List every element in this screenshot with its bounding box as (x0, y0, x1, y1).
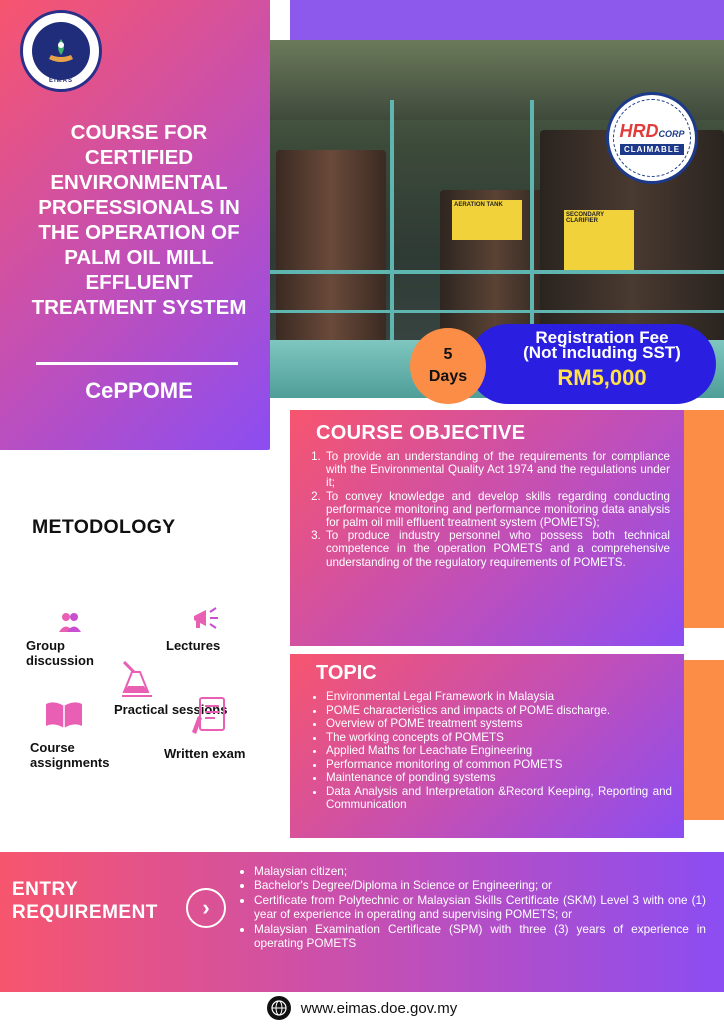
fee-title-line2: (Not including SST) (523, 343, 681, 362)
entry-item: • Malaysian citizen; (254, 864, 706, 878)
title-divider (36, 362, 238, 365)
fee-title (468, 330, 716, 360)
hrd-brand-b: CORP (658, 129, 685, 139)
course-title: COURSE FOR CERTIFIED ENVIRONMENTAL PROFESSIONALS IN THE OPERATION OF PALM OIL MILL EFFLUENT TREATMENT SYSTEM (31, 121, 247, 319)
topic-item: • The working concepts of POMETS (326, 731, 672, 745)
duration-number: 5 (443, 346, 453, 363)
entry-requirement-list (254, 864, 706, 950)
objective-item: 3. To produce industry personnel who possess both technical competence in the operation POMETS and a comprehensive understanding of the regulatory requirements of POMETS. (324, 529, 670, 569)
website-link[interactable]: www.eimas.doe.gov.my (300, 999, 458, 1017)
fee-title-line1: Registration Fee (535, 328, 669, 347)
title-panel (0, 0, 270, 450)
methodology-written-exam: Written exam (164, 746, 246, 761)
logo-emblem-icon (32, 22, 90, 80)
topic-item: • Overview of POME treatment systems (326, 717, 672, 731)
topic-heading: TOPIC (316, 662, 377, 684)
methodology-course-assignments: Course assignments (30, 740, 110, 770)
globe-icon (267, 996, 291, 1020)
duration-circle (410, 328, 486, 404)
topic-item: • Applied Maths for Leachate Engineering (326, 744, 672, 758)
railing-bar-lower (270, 310, 724, 313)
exam-paper-icon (190, 696, 230, 741)
book-icon (44, 700, 84, 735)
hrd-brand-a: HRD (619, 121, 659, 141)
footer (0, 992, 724, 1024)
methodology-lectures: Lectures (166, 638, 221, 653)
topic-item: • POME characteristics and impacts of POME discharge. (326, 704, 672, 718)
methodology-group-discussion: Group discussion (26, 638, 94, 668)
clarifier-sign: SECONDARY CLARIFIER (564, 210, 634, 270)
aeration-sign: AERATION TANK (452, 200, 522, 240)
entry-requirement-heading: ENTRY REQUIREMENT (12, 879, 158, 923)
eimas-logo (20, 10, 102, 92)
methodology-heading: METODOLOGY (32, 516, 176, 538)
duration-unit: Days (428, 368, 468, 385)
entry-item: • Bachelor's Degree/Diploma in Science or Engineering; or (254, 878, 706, 892)
lab-flask-icon (118, 658, 158, 703)
topic-item: • Data Analysis and Interpretation &Record Keeping, Reporting and Communication (326, 785, 672, 812)
entry-item: • Malaysian Examination Certificate (SPM) with three (3) years of experience in operating POMETS (254, 922, 706, 951)
hrd-corp-badge (606, 92, 698, 184)
badge-ring (613, 99, 691, 177)
methodology-practical-sessions: Practical sessions (114, 702, 228, 717)
topic-item: • Performance monitoring of common POMETS (326, 758, 672, 772)
registration-fee-pill (468, 324, 716, 404)
logo-acronym: EiMAS (48, 78, 73, 84)
objective-item: 2. To convey knowledge and develop skills regarding conducting performance monitoring and performance monitoring data analysis for palm oil mill effluent treatment system (POMETS); (324, 490, 670, 530)
fee-amount: RM5,000 (557, 365, 647, 390)
topic-item: • Maintenance of ponding systems (326, 771, 672, 785)
railing-bar (270, 270, 724, 274)
group-discussion-icon (58, 610, 82, 639)
megaphone-icon (192, 606, 222, 637)
objective-list (312, 450, 670, 569)
chevron-right-icon: › (186, 888, 226, 928)
hrd-claimable: CLAIMABLE (620, 144, 684, 155)
topic-item: • Environmental Legal Framework in Malaysia (326, 690, 672, 704)
objective-heading: COURSE OBJECTIVE (316, 422, 526, 444)
course-code: CePPOME (85, 378, 193, 403)
entry-item: • Certificate from Polytechnic or Malaysian Skills Certificate (SKM) Level 3 with one (1) year of experience in operating and supervising POMETS; or (254, 893, 706, 922)
accent-strip-topic (684, 660, 724, 820)
topic-box (290, 654, 684, 838)
objective-item: 1. To provide an understanding of the requirements for compliance with the Environmental Quality Act 1974 and the regulations under it; (324, 450, 670, 490)
course-objective-box (290, 410, 684, 646)
entry-requirement-band (0, 852, 724, 992)
accent-strip-objective (684, 410, 724, 628)
topic-list (312, 690, 672, 812)
